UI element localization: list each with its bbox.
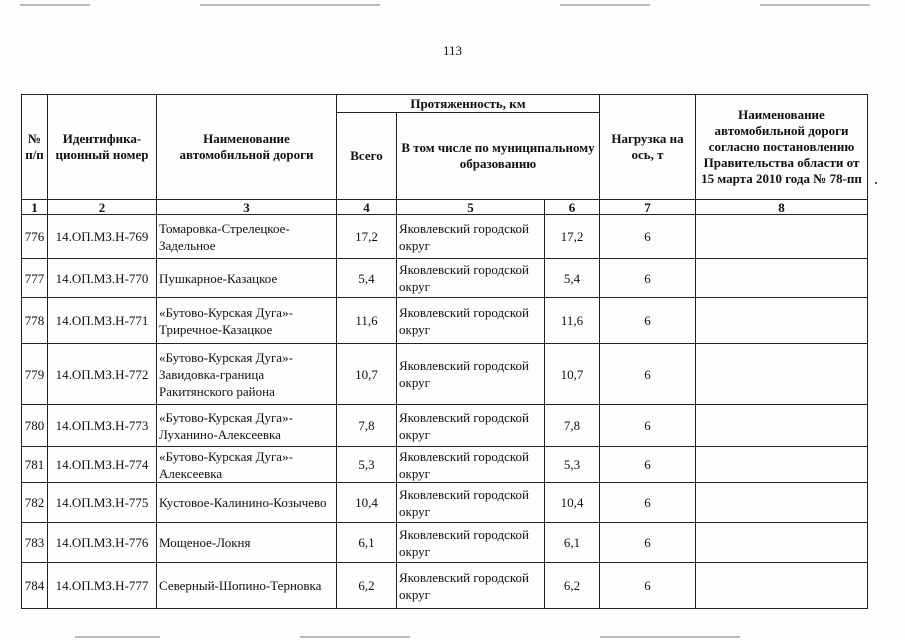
total-length-cell: 5,3 — [337, 447, 397, 483]
road-name-cell: Томаровка-Стрелецкое-Задельное — [157, 215, 337, 259]
scan-speck — [875, 182, 877, 184]
column-number: 1 — [22, 200, 48, 215]
axle-load-cell: 6 — [600, 298, 696, 344]
total-length-cell: 10,4 — [337, 483, 397, 523]
municipality-cell: Яковлевский городской округ — [397, 483, 545, 523]
row-number-cell: 784 — [22, 563, 48, 609]
municipal-length-cell: 6,2 — [545, 563, 600, 609]
row-number-cell: 778 — [22, 298, 48, 344]
column-number: 2 — [48, 200, 157, 215]
municipal-length-cell: 5,4 — [545, 259, 600, 298]
table-row — [22, 483, 868, 523]
header-total: Всего — [337, 113, 397, 200]
table-row — [22, 447, 868, 483]
municipality-cell: Яковлевский городской округ — [397, 563, 545, 609]
decree-road-name-cell — [696, 447, 868, 483]
municipality-cell: Яковлевский городской округ — [397, 523, 545, 563]
axle-load-cell: 6 — [600, 259, 696, 298]
total-length-cell: 6,2 — [337, 563, 397, 609]
table-row — [22, 215, 868, 259]
municipal-length-cell: 7,8 — [545, 405, 600, 447]
scan-edge-mark — [760, 4, 870, 6]
row-number-cell: 780 — [22, 405, 48, 447]
scan-edge-mark — [560, 4, 650, 6]
header-num: № п/п — [22, 95, 48, 200]
road-id-cell: 14.ОП.МЗ.Н-775 — [48, 483, 157, 523]
road-name-cell: «Бутово-Курская Дуга»-Луханино-Алексеевка — [157, 405, 337, 447]
total-length-cell: 5,4 — [337, 259, 397, 298]
municipal-length-cell: 6,1 — [545, 523, 600, 563]
table-row — [22, 344, 868, 405]
header-id: Идентифика-ционный номер — [48, 95, 157, 200]
decree-road-name-cell — [696, 523, 868, 563]
road-id-cell: 14.ОП.МЗ.Н-774 — [48, 447, 157, 483]
total-length-cell: 7,8 — [337, 405, 397, 447]
header-length-group: Протяженность, км — [337, 95, 600, 113]
table-row — [22, 523, 868, 563]
total-length-cell: 11,6 — [337, 298, 397, 344]
road-name-cell: «Бутово-Курская Дуга»-Завидовка-граница Ракитянского района — [157, 344, 337, 405]
axle-load-cell: 6 — [600, 483, 696, 523]
municipality-cell: Яковлевский городской округ — [397, 259, 545, 298]
row-number-cell: 779 — [22, 344, 48, 405]
table-row — [22, 405, 868, 447]
decree-road-name-cell — [696, 215, 868, 259]
municipality-cell: Яковлевский городской округ — [397, 447, 545, 483]
axle-load-cell: 6 — [600, 523, 696, 563]
road-name-cell: Кустовое-Калинино-Козычево — [157, 483, 337, 523]
municipality-cell: Яковлевский городской округ — [397, 344, 545, 405]
decree-road-name-cell — [696, 298, 868, 344]
axle-load-cell: 6 — [600, 344, 696, 405]
column-number: 8 — [696, 200, 868, 215]
header-row — [22, 95, 868, 113]
table-row — [22, 298, 868, 344]
road-id-cell: 14.ОП.МЗ.Н-777 — [48, 563, 157, 609]
road-name-cell: «Бутово-Курская Дуга»-Триречное-Казацкое — [157, 298, 337, 344]
municipal-length-cell: 10,4 — [545, 483, 600, 523]
column-number: 6 — [545, 200, 600, 215]
row-number-cell: 783 — [22, 523, 48, 563]
municipal-length-cell: 11,6 — [545, 298, 600, 344]
road-name-cell: Северный-Шопино-Терновка — [157, 563, 337, 609]
road-id-cell: 14.ОП.МЗ.Н-769 — [48, 215, 157, 259]
axle-load-cell: 6 — [600, 215, 696, 259]
axle-load-cell: 6 — [600, 447, 696, 483]
row-number-cell: 776 — [22, 215, 48, 259]
decree-road-name-cell — [696, 259, 868, 298]
road-name-cell: Пушкарное-Казацкое — [157, 259, 337, 298]
scan-edge-mark — [600, 636, 740, 638]
column-number: 5 — [397, 200, 545, 215]
scan-edge-mark — [75, 636, 160, 638]
row-number-cell: 782 — [22, 483, 48, 523]
row-number-cell: 781 — [22, 447, 48, 483]
scan-edge-mark — [300, 636, 410, 638]
column-number: 4 — [337, 200, 397, 215]
road-id-cell: 14.ОП.МЗ.Н-776 — [48, 523, 157, 563]
column-number: 3 — [157, 200, 337, 215]
scan-edge-mark — [200, 4, 380, 6]
road-name-cell: Мощеное-Локня — [157, 523, 337, 563]
table-row — [22, 259, 868, 298]
municipality-cell: Яковлевский городской округ — [397, 405, 545, 447]
header-road-name: Наименование автомобильной дороги — [157, 95, 337, 200]
road-id-cell: 14.ОП.МЗ.Н-772 — [48, 344, 157, 405]
municipality-cell: Яковлевский городской округ — [397, 298, 545, 344]
municipal-length-cell: 5,3 — [545, 447, 600, 483]
municipal-length-cell: 10,7 — [545, 344, 600, 405]
municipal-length-cell: 17,2 — [545, 215, 600, 259]
road-id-cell: 14.ОП.МЗ.Н-771 — [48, 298, 157, 344]
decree-road-name-cell — [696, 483, 868, 523]
axle-load-cell: 6 — [600, 405, 696, 447]
column-number-row — [22, 200, 868, 215]
decree-road-name-cell — [696, 405, 868, 447]
road-id-cell: 14.ОП.МЗ.Н-773 — [48, 405, 157, 447]
header-municipality: В том числе по муниципальному образованию — [397, 113, 600, 200]
decree-road-name-cell — [696, 344, 868, 405]
header-decree-name: Наименование автомобильной дороги согласно постановлению Правительства области от 15 марта 2010 года № 78-пп — [696, 95, 868, 200]
total-length-cell: 6,1 — [337, 523, 397, 563]
total-length-cell: 17,2 — [337, 215, 397, 259]
roads-table — [21, 94, 868, 609]
road-id-cell: 14.ОП.МЗ.Н-770 — [48, 259, 157, 298]
page-number: 113 — [442, 43, 463, 58]
decree-road-name-cell — [696, 563, 868, 609]
road-name-cell: «Бутово-Курская Дуга»-Алексеевка — [157, 447, 337, 483]
municipality-cell: Яковлевский городской округ — [397, 215, 545, 259]
table-row — [22, 563, 868, 609]
row-number-cell: 777 — [22, 259, 48, 298]
column-number: 7 — [600, 200, 696, 215]
scan-edge-mark — [20, 4, 90, 6]
total-length-cell: 10,7 — [337, 344, 397, 405]
axle-load-cell: 6 — [600, 563, 696, 609]
header-axle-load: Нагрузка на ось, т — [600, 95, 696, 200]
